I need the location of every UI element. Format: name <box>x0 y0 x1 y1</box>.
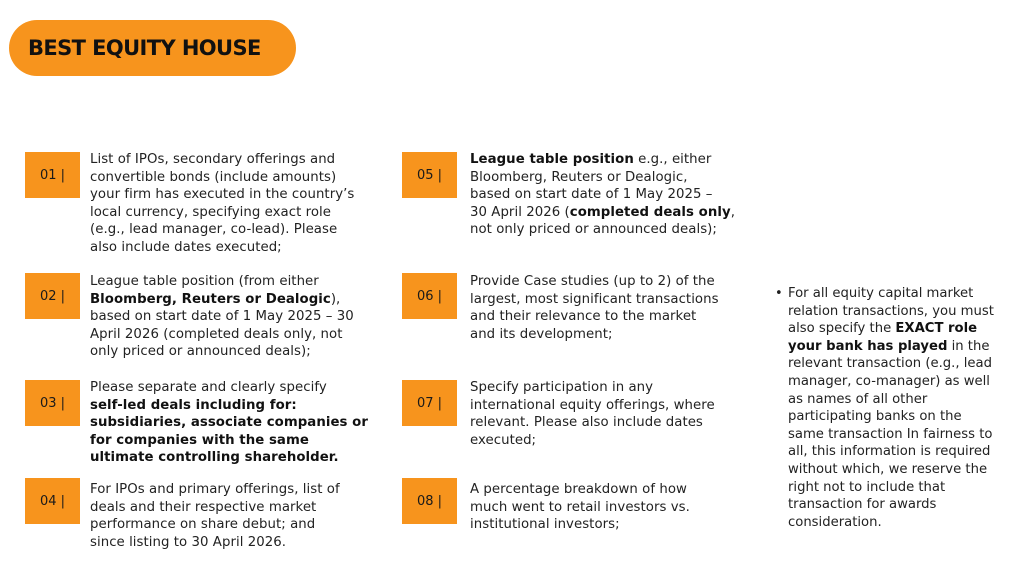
text-line <box>788 391 994 409</box>
text-line <box>788 338 994 356</box>
text-span: performance on share debut; and <box>90 517 316 533</box>
text-line <box>90 186 354 204</box>
text-line <box>90 221 354 239</box>
text-span: relevant transaction (e.g., lead <box>788 356 992 372</box>
text-line <box>90 449 368 467</box>
text-line <box>470 169 735 187</box>
text-line <box>90 432 368 450</box>
text-span: largest, most significant transactions <box>470 291 719 307</box>
item-text-03 <box>90 379 368 467</box>
text-span: also specify the <box>788 321 896 337</box>
text-span: Please separate and clearly specify <box>90 380 327 395</box>
text-line <box>470 397 715 415</box>
text-line <box>90 481 340 499</box>
text-line <box>470 481 690 499</box>
text-span: manager, co-manager) as well <box>788 373 990 389</box>
text-line <box>470 308 719 326</box>
text-span: and their relevance to the market <box>470 309 697 325</box>
text-line <box>90 397 368 415</box>
text-line <box>90 534 340 552</box>
text-line <box>470 326 719 344</box>
text-span: all, this information is required <box>788 444 991 460</box>
text-line <box>90 169 354 187</box>
text-line <box>90 291 354 309</box>
item-number-05: 05 | <box>402 152 457 198</box>
item-text-04 <box>90 481 340 551</box>
text-span: convertible bonds (include amounts) <box>90 169 337 185</box>
text-line <box>90 516 340 534</box>
item-text-01 <box>90 151 354 257</box>
bold-text: EXACT role <box>895 321 978 337</box>
bold-text: self-led deals including for: <box>90 397 297 413</box>
item-number-01: 01 | <box>25 152 80 198</box>
page-title: BEST EQUITY HOUSE <box>28 36 261 60</box>
text-line <box>90 343 354 361</box>
text-line <box>90 239 354 257</box>
text-span: List of IPOs, secondary offerings and <box>90 152 336 167</box>
item-text-08 <box>470 481 690 534</box>
text-span: e.g., either <box>633 152 712 167</box>
text-span: local currency, specifying exact role <box>90 204 332 220</box>
text-line <box>90 326 354 344</box>
bold-text: your bank has played <box>788 338 948 354</box>
text-line <box>470 204 735 222</box>
bold-text: subsidiaries, associate companies or <box>90 415 368 431</box>
text-line <box>470 186 735 204</box>
text-span: deals and their respective market <box>90 499 317 515</box>
bold-text: League table position <box>470 152 634 167</box>
text-line <box>470 499 690 517</box>
text-span: not only priced or announced deals); <box>470 222 717 238</box>
bold-text: completed deals only <box>569 204 731 220</box>
item-text-07 <box>470 379 715 449</box>
item-number-07: 07 | <box>402 380 457 426</box>
bold-text: ultimate controlling shareholder. <box>90 450 339 466</box>
text-span: League table position (from either <box>90 274 319 289</box>
text-line <box>90 379 368 397</box>
text-span: ), <box>330 291 341 307</box>
text-line <box>470 273 719 291</box>
text-span: Specify participation in any <box>470 380 654 395</box>
text-line <box>788 303 994 321</box>
item-text-02 <box>90 273 354 361</box>
item-text-06 <box>470 273 719 343</box>
text-span: 30 April 2026 ( <box>470 204 570 220</box>
text-line <box>90 414 368 432</box>
text-line <box>90 499 340 517</box>
item-number-08: 08 | <box>402 478 457 524</box>
text-span: your firm has executed in the country’s <box>90 187 355 203</box>
text-line <box>90 308 354 326</box>
text-span: consideration. <box>788 514 882 530</box>
text-line <box>470 151 735 169</box>
text-line <box>788 285 994 303</box>
text-line <box>90 273 354 291</box>
text-span: right not to include that <box>788 479 946 495</box>
bold-text: for companies with the same <box>90 432 309 448</box>
text-span: relevant. Please also include dates <box>470 415 703 431</box>
text-line <box>788 461 994 479</box>
text-span: transaction for awards <box>788 497 937 513</box>
item-number-06: 06 | <box>402 273 457 319</box>
text-span: , <box>730 204 735 220</box>
text-line <box>788 443 994 461</box>
text-line <box>90 204 354 222</box>
text-line <box>788 355 994 373</box>
text-line <box>788 408 994 426</box>
text-span: much went to retail investors vs. <box>470 499 690 515</box>
text-span: in the <box>947 338 990 354</box>
text-span: A percentage breakdown of how <box>470 482 687 497</box>
text-line <box>470 516 690 534</box>
text-span: as names of all other <box>788 391 928 407</box>
text-span: Provide Case studies (up to 2) of the <box>470 274 715 289</box>
text-span: only priced or announced deals); <box>90 344 311 360</box>
bullet-icon: • <box>775 286 783 301</box>
text-line <box>788 373 994 391</box>
text-line <box>470 379 715 397</box>
item-number-02: 02 | <box>25 273 80 319</box>
text-span: relation transactions, you must <box>788 303 994 319</box>
text-line <box>788 514 994 532</box>
text-line <box>470 291 719 309</box>
item-number-03: 03 | <box>25 380 80 426</box>
text-span: since listing to 30 April 2026. <box>90 534 287 550</box>
text-span: same transaction In fairness to <box>788 426 993 442</box>
text-span: international equity offerings, where <box>470 397 715 413</box>
text-line <box>788 320 994 338</box>
text-span: April 2026 (completed deals only, not <box>90 326 343 342</box>
text-span: and its development; <box>470 326 613 342</box>
text-span: For IPOs and primary offerings, list of <box>90 482 340 497</box>
text-span: participating banks on the <box>788 409 962 425</box>
text-span: executed; <box>470 432 537 448</box>
title-banner <box>9 20 296 76</box>
text-span: institutional investors; <box>470 517 620 533</box>
text-span: For all equity capital market <box>788 286 974 301</box>
text-line <box>788 426 994 444</box>
text-span: without which, we reserve the <box>788 461 988 477</box>
text-line <box>470 221 735 239</box>
text-line <box>90 151 354 169</box>
text-span: also include dates executed; <box>90 239 282 255</box>
item-number-04: 04 | <box>25 478 80 524</box>
text-line <box>470 414 715 432</box>
text-line <box>470 432 715 450</box>
item-text-05 <box>470 151 735 239</box>
bold-text: Bloomberg, Reuters or Dealogic <box>90 291 331 307</box>
text-line <box>788 479 994 497</box>
text-span: based on start date of 1 May 2025 – 30 <box>90 309 354 325</box>
text-span: based on start date of 1 May 2025 – <box>470 187 713 203</box>
note-text <box>788 285 994 531</box>
text-line <box>788 496 994 514</box>
text-span: Bloomberg, Reuters or Dealogic, <box>470 169 688 185</box>
text-span: (e.g., lead manager, co-lead). Please <box>90 222 338 238</box>
